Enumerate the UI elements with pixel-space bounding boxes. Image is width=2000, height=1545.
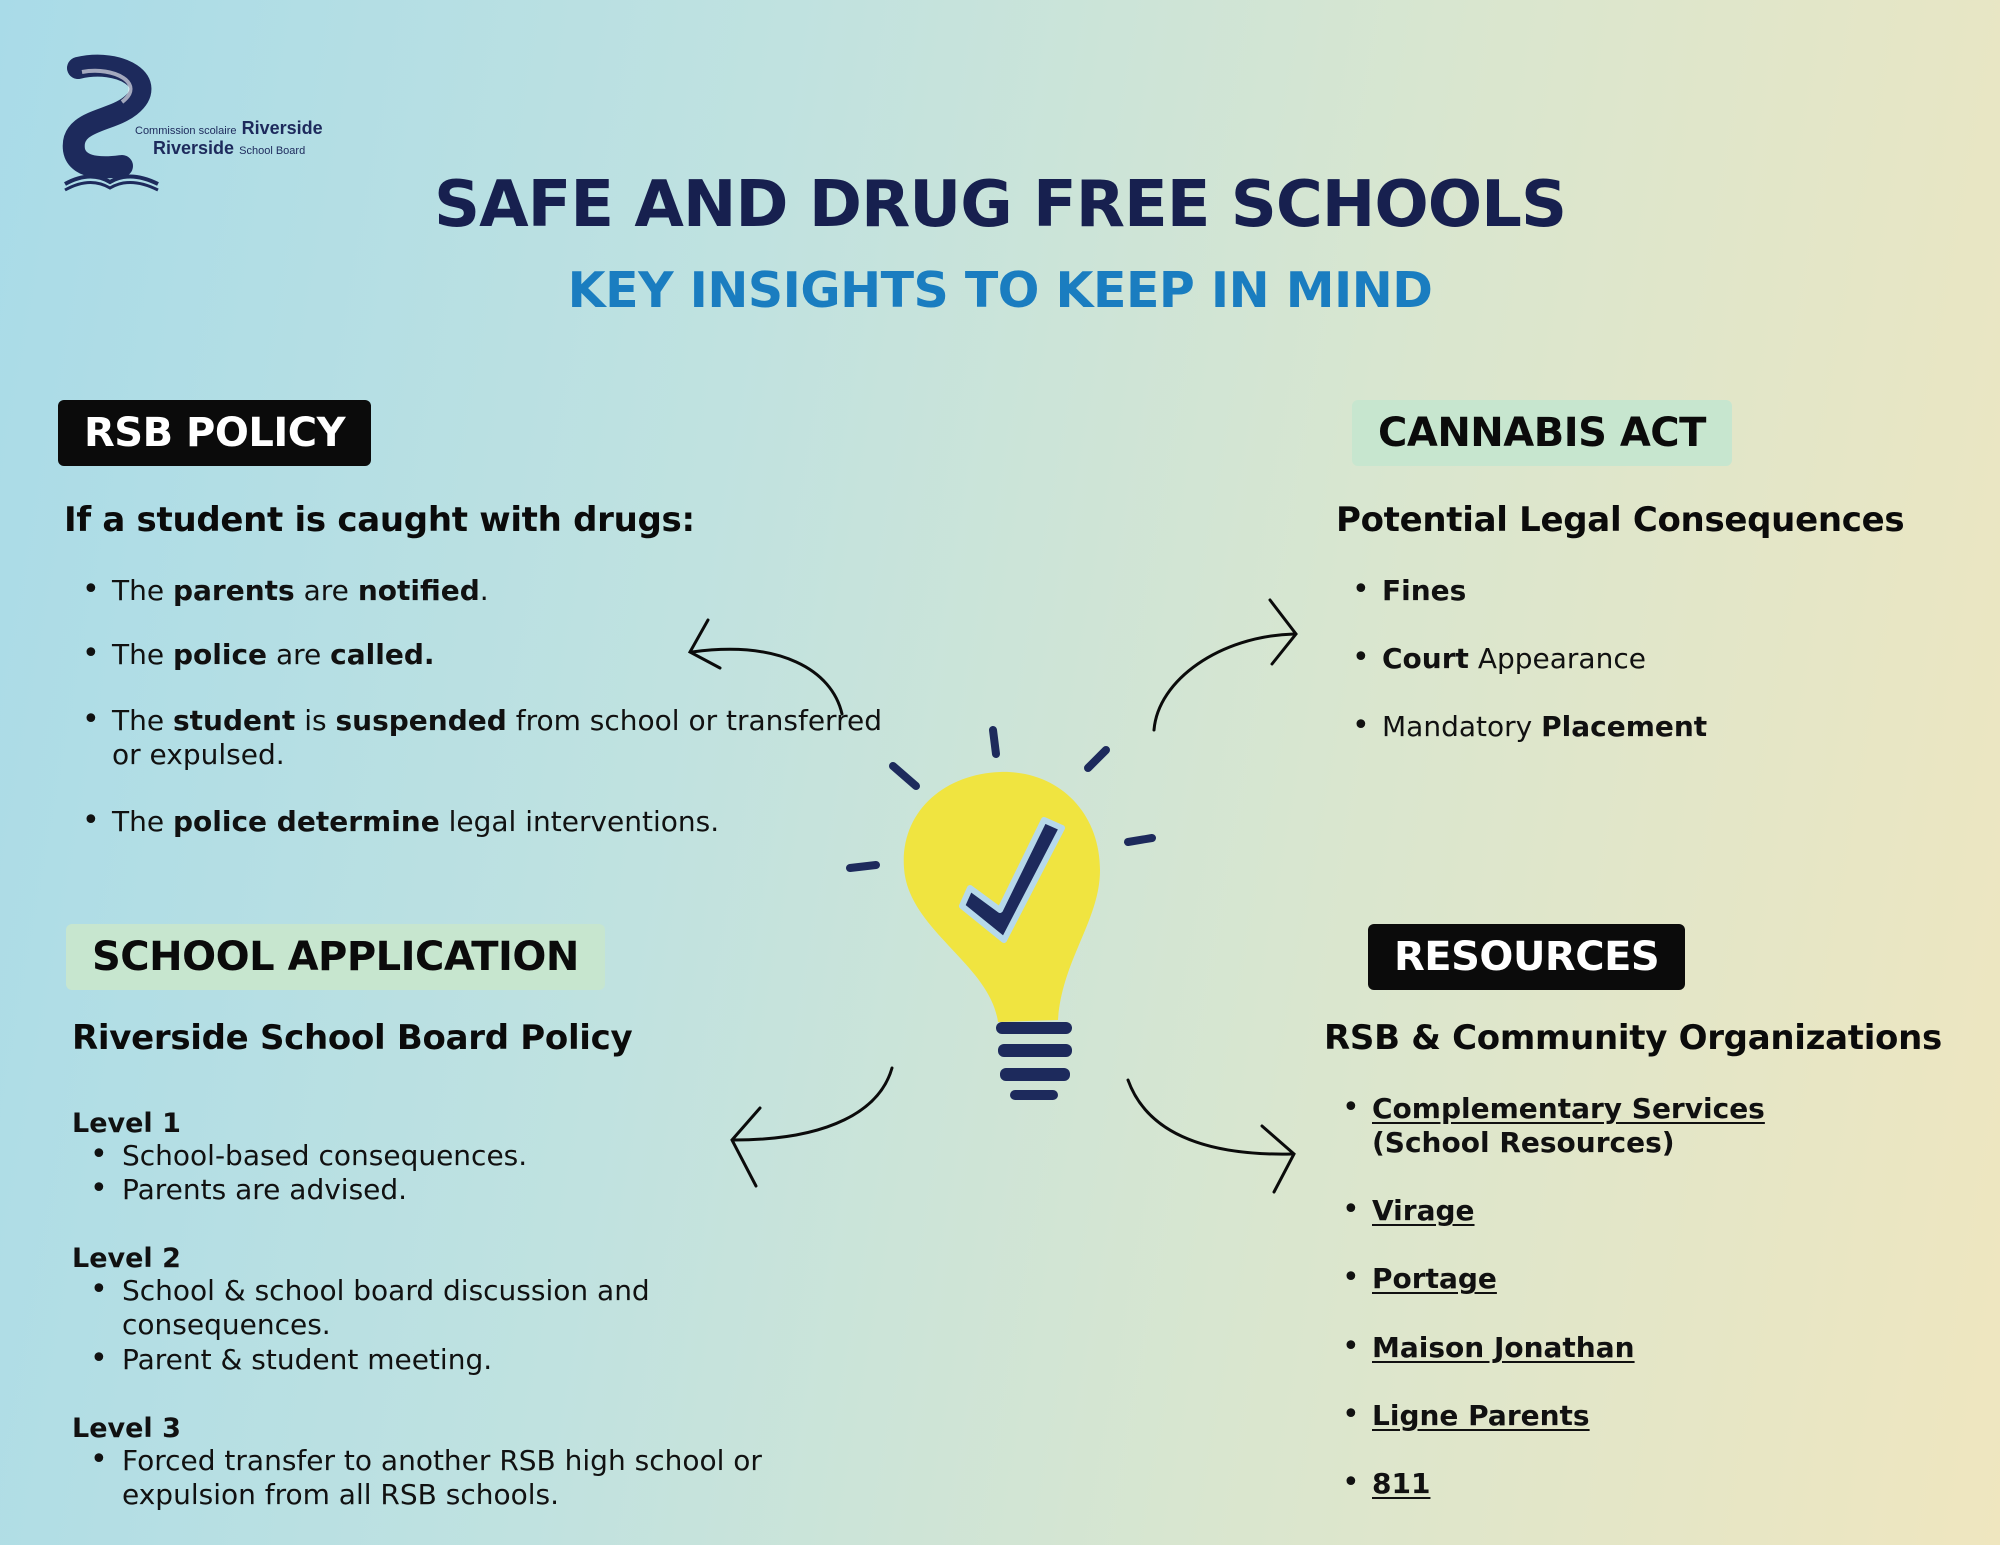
list-item: • The parents are notified. xyxy=(66,574,896,608)
list-item: • Parent & student meeting. xyxy=(72,1343,692,1377)
logo-text-fr-small: Commission scolaire xyxy=(135,125,237,137)
rsb-policy-badge: RSB POLICY xyxy=(58,400,371,466)
resources-badge: RESOURCES xyxy=(1368,924,1685,990)
portage-link[interactable]: Portage xyxy=(1372,1262,1497,1296)
list-item: • Forced transfer to another RSB high school or expulsion from all RSB schools. xyxy=(72,1444,802,1512)
arrowhead-cannabis xyxy=(1270,600,1296,664)
arrow-to-cannabis xyxy=(1154,634,1294,730)
page-title: SAFE AND DRUG FREE SCHOOLS xyxy=(433,168,1567,242)
cannabis-act-badge: CANNABIS ACT xyxy=(1352,400,1732,466)
rsb-policy-heading: If a student is caught with drugs: xyxy=(64,500,695,540)
maison-jonathan-link[interactable]: Maison Jonathan xyxy=(1372,1330,1635,1364)
logo-text-fr-big: Riverside xyxy=(241,118,323,138)
arrow-to-school-app xyxy=(734,1068,892,1140)
list-item: • Parents are advised. xyxy=(72,1173,832,1207)
list-item: • Fines xyxy=(1336,574,1896,608)
complementary-services-link[interactable]: Complementary Services xyxy=(1372,1092,1765,1125)
list-item: • Mandatory Placement xyxy=(1336,710,1896,744)
list-item: • Complementary Services (School Resources) xyxy=(1326,1092,1892,1160)
level-label: Level 1 xyxy=(72,1108,181,1139)
level-label: Level 2 xyxy=(72,1243,181,1275)
list-item: • The police determine legal interventions. xyxy=(66,805,896,839)
arrow-to-resources xyxy=(1128,1080,1292,1154)
arrowhead-rsb-policy xyxy=(690,620,720,668)
logo-text-en-big: Riverside xyxy=(153,138,235,158)
list-item: • School & school board discussion and consequences. xyxy=(72,1274,692,1342)
list-item: • Court Appearance xyxy=(1336,642,1896,676)
logo-text-en-small: School Board xyxy=(239,145,306,157)
list-item: • The student is suspended from school or transferred or expulsed. xyxy=(66,704,892,772)
school-application-heading: Riverside School Board Policy xyxy=(72,1018,633,1058)
level-label: Level 3 xyxy=(72,1412,181,1444)
arrow-to-rsb-policy xyxy=(692,649,842,714)
list-item: • The police are called. xyxy=(66,638,896,672)
811-link[interactable]: 811 xyxy=(1372,1466,1431,1500)
arrowhead-school-app xyxy=(732,1108,760,1186)
ligne-parents-link[interactable]: Ligne Parents xyxy=(1372,1398,1590,1432)
school-application-badge: SCHOOL APPLICATION xyxy=(66,924,605,990)
list-item: • School-based consequences. xyxy=(72,1139,832,1173)
page-subtitle: KEY INSIGHTS TO KEEP IN MIND xyxy=(567,262,1433,319)
resources-heading: RSB & Community Organizations xyxy=(1324,1018,1942,1058)
virage-link[interactable]: Virage xyxy=(1372,1194,1475,1228)
cannabis-act-heading: Potential Legal Consequences xyxy=(1336,500,1905,540)
arrowhead-resources xyxy=(1262,1126,1294,1192)
